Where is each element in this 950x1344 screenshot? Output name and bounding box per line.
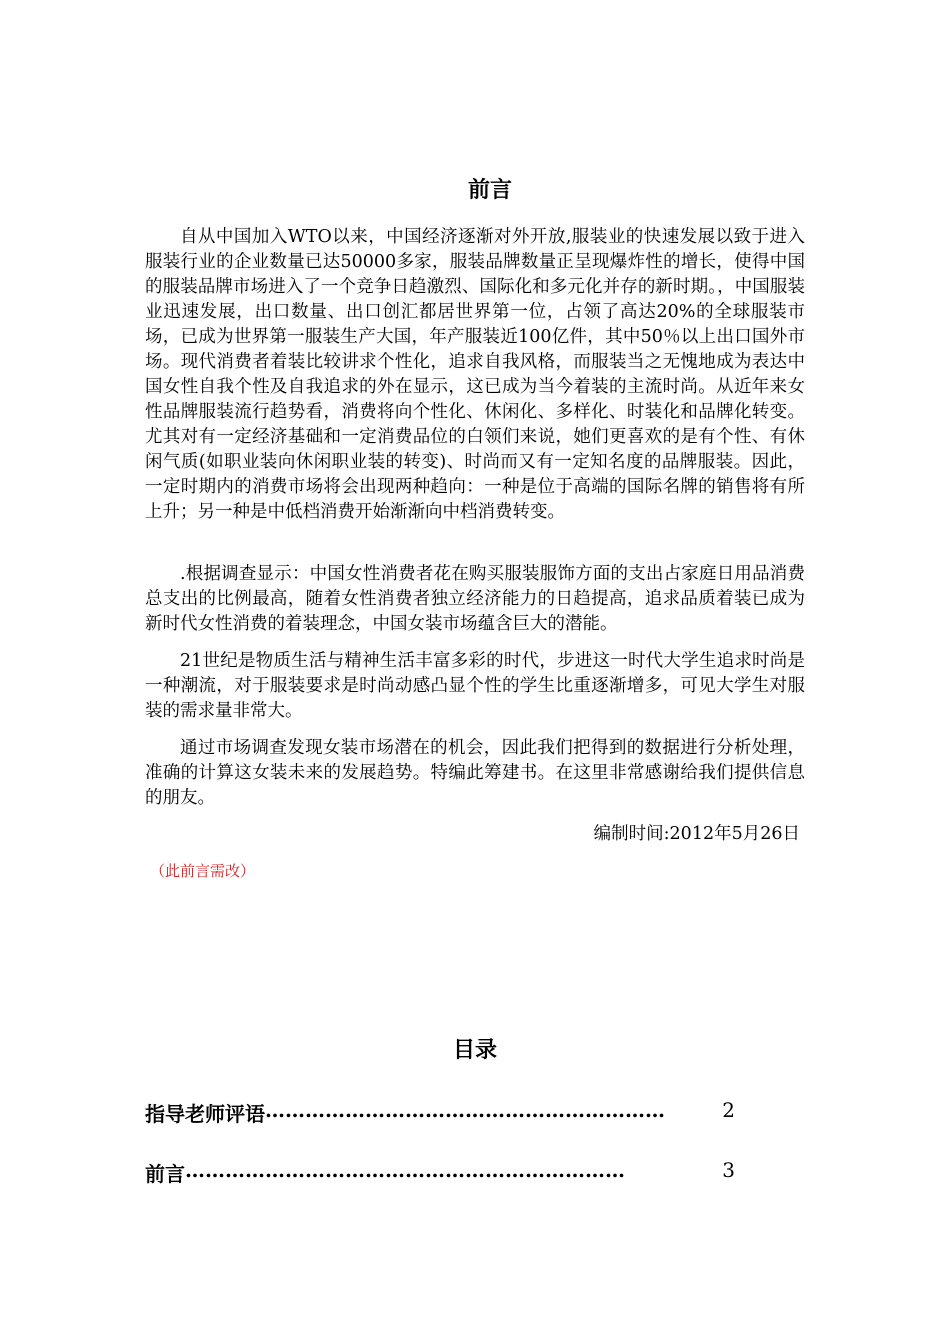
toc-entry[interactable] bbox=[145, 1158, 735, 1187]
paragraph-text: .根据调查显示：中国女性消费者花在购买服装服饰方面的支出占家庭日用品消费总支出的比例最高，随着女性消费者独立经济能力的日趋提高，追求品质着装已成为新时代女性消费的着装理念，中国女装市场蕴含巨大的潜能。 bbox=[145, 564, 805, 634]
toc-title: 目录 bbox=[452, 1037, 497, 1063]
toc-entry-label: 前言 bbox=[145, 1162, 185, 1186]
preface-title: 前言 bbox=[467, 177, 512, 203]
preface-paragraph-3 bbox=[145, 649, 805, 724]
preface-paragraph-2 bbox=[145, 562, 805, 637]
toc-page-number: 3 bbox=[722, 1158, 735, 1182]
paragraph-text: 21世纪是物质生活与精神生活丰富多彩的时代，步进这一时代大学生追求时尚是一种潮流，对于服装要求是时尚动感凸显个性的学生比重逐渐增多，可见大学生对服装的需求量非常大。 bbox=[145, 651, 805, 721]
toc-entry[interactable] bbox=[145, 1098, 735, 1127]
compile-date: 编制时间:2012年5月26日 bbox=[593, 824, 800, 844]
toc-entry-label: 指导老师评语 bbox=[145, 1102, 265, 1126]
toc-leader-dots: ………………………………………………………… bbox=[185, 1158, 625, 1182]
toc-leader-dots: …………………………………………………… bbox=[265, 1098, 665, 1122]
preface-paragraph-1 bbox=[145, 225, 805, 525]
revision-note: （此前言需改） bbox=[150, 862, 256, 880]
paragraph-text: 通过市场调查发现女装市场潜在的机会，因此我们把得到的数据进行分析处理，准确的计算这女装未来的发展趋势。特编此筹建书。在这里非常感谢给我们提供信息的朋友。 bbox=[145, 738, 805, 808]
paragraph-text: 自从中国加入WTO以来，中国经济逐渐对外开放,服装业的快速发展以致于进入服装行业的企业数量已达50000多家，服装品牌数量正呈现爆炸性的增长，使得中国的服装品牌市场进入了一个竞争日趋激烈、国际化和多元化并存的新时期。，中国服装业迅速发展，出口数量、出口创汇都居世界第一位，占领了高达20%的全球服装市场，已成为世界第一服装生产大国，年产服装近100亿件，其中50％以上出口国外市场。现代消费者着装比较讲求个性化，追求自我风格，而服装当之无愧地成为表达中国女性自我个性及自我追求的外在显示，这已成为当今着装的主流时尚。从近年来女性品牌服装流行趋势看，消费将向个性化、休闲化、多样化、时装化和品牌化转变。尤其对有一定经济基础和一定消费品位的白领们来说，她们更喜欢的是有个性、有休闲气质(如职业装向休闲职业装的转变)、时尚而又有一定知名度的品牌服装。因此，一定时期内的消费市场将会出现两种趋向：一种是位于高端的国际名牌的销售将有所上升；另一种是中低档消费开始渐渐向中档消费转变。 bbox=[145, 227, 805, 522]
toc-page-number: 2 bbox=[722, 1098, 735, 1122]
preface-paragraph-4 bbox=[145, 736, 805, 811]
